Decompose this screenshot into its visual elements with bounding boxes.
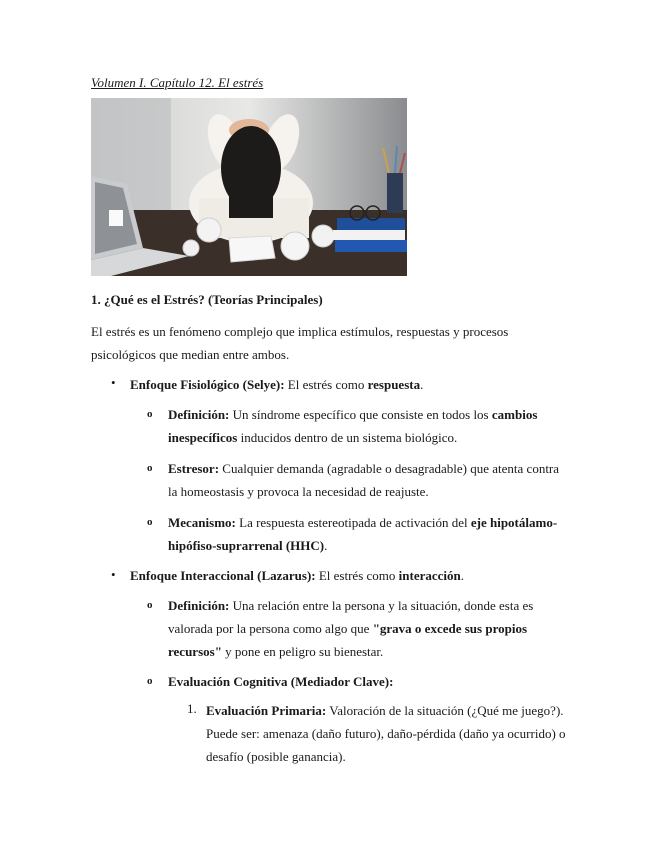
sub-text: Un síndrome específico que consiste en todos los [229,407,492,422]
bullet-lead: Enfoque Fisiológico (Selye): [130,377,285,392]
sub-item-mecanismo [168,511,568,557]
intro-paragraph: El estrés es un fenómeno complejo que implica estímulos, respuestas y procesos psicológicos que median entre ambos. [91,324,509,362]
bullet-lead: Enfoque Interaccional (Lazarus): [130,568,316,583]
bullet-tail: . [460,568,464,583]
numbered-item-evaluacion-primaria [206,699,571,768]
sub-item-estresor [168,457,568,503]
stress-photo-illustration [91,98,407,276]
bullet-item-interaccional [130,564,570,587]
numbered-text: Valoración de la situación (¿Qué me juego?). Puede ser: amenaza (daño futuro), daño-pérdida (daño ya ocurrido) o desafío (posible ganancia). [206,703,566,764]
bullet-bold: interacción [398,568,461,583]
sub-lead: Mecanismo: [168,515,236,530]
sub-lead: Definición: [168,407,230,422]
sub-lead: Evaluación Cognitiva (Mediador Clave): [168,674,394,689]
section-title: 1. ¿Qué es el Estrés? (Teorías Principales) [91,292,323,307]
sub-bold: "grava o excede sus propios recursos" [168,621,527,659]
sub-bold: eje hipotálamo-hipófiso-suprarrenal (HHC) [168,515,558,553]
sub-bold: cambios inespecíficos [168,407,538,445]
sub-item-definicion-1 [168,403,568,449]
sub-item-definicion-2 [168,594,568,663]
sub-bullet-icon: o [147,462,153,474]
bullet-text: El estrés como [284,377,368,392]
sub-lead: Estresor: [168,461,220,476]
sub-text: La respuesta estereotipada de activación del [235,515,471,530]
sub-item-evaluacion-cognitiva [168,670,568,693]
bullet-icon: • [111,567,116,582]
sub-bullet-icon: o [147,599,153,611]
sub-text: Una relación entre la persona y la situación, donde esta es valorada por la persona como algo que [168,598,534,636]
sub-text-end: y pone en peligro su bienestar. [221,644,384,659]
bullet-bold: respuesta [367,377,421,392]
bullet-icon: • [111,375,116,390]
bullet-text: El estrés como [315,568,399,583]
sub-lead: Definición: [168,598,230,613]
numbered-marker: 1. [187,701,197,716]
sub-text-end: inducidos dentro de un sistema biológico. [237,430,458,445]
stress-photo [91,98,407,276]
sub-text: Cualquier demanda (agradable o desagradable) que atenta contra la homeostasis y provoca la necesidad de reajuste. [168,461,560,499]
sub-bullet-icon: o [147,408,153,420]
bullet-tail: . [420,377,424,392]
sub-bullet-icon: o [147,675,153,687]
sub-text-end: . [324,538,328,553]
numbered-lead: Evaluación Primaria: [206,703,327,718]
page-header: Volumen I. Capítulo 12. El estrés [91,75,264,90]
sub-bullet-icon: o [147,516,153,528]
bullet-item-fisiologico [130,373,570,396]
